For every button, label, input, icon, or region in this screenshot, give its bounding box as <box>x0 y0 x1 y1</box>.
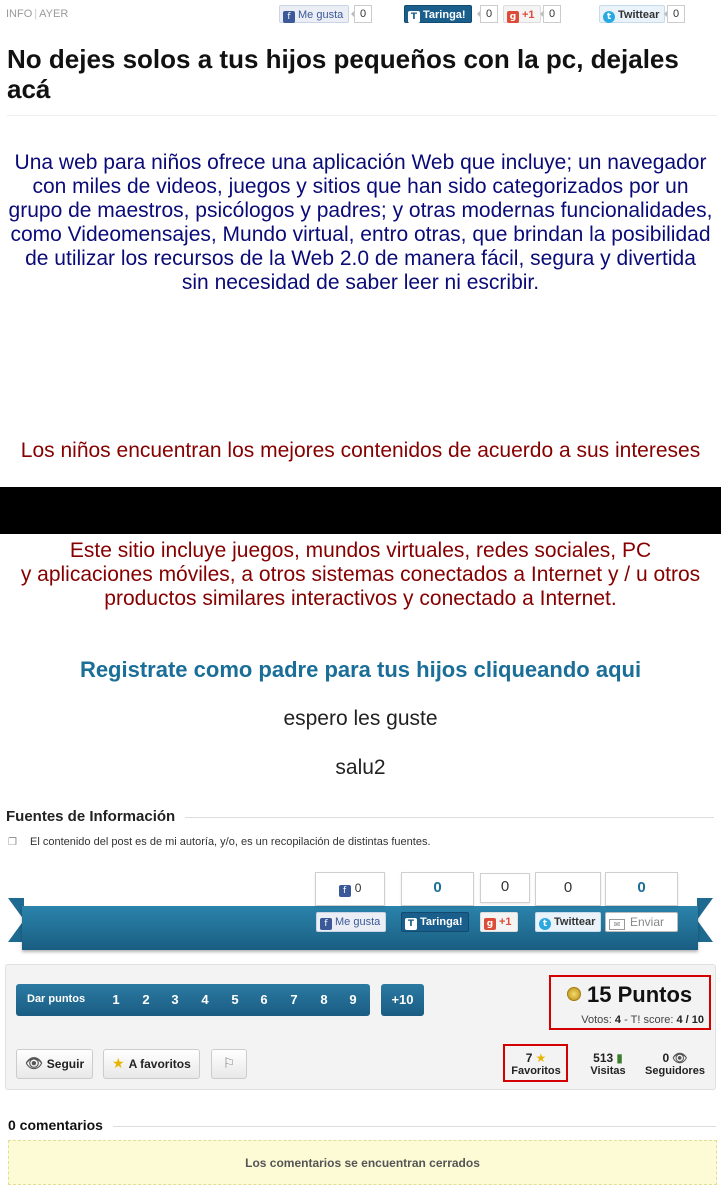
register-link[interactable]: Registrate como padre para tus hijos cliqueando aqui <box>79 657 642 682</box>
points-total: 15 Puntos <box>587 982 693 1007</box>
points-option-7[interactable]: 7 <box>290 992 298 1007</box>
twitter-bird-icon: t <box>603 11 615 23</box>
description-line: productos similares interactivos y conectado a Internet. <box>104 587 617 610</box>
envelope-icon: ✉ <box>609 919 625 930</box>
google-plus-icon: g <box>484 918 496 930</box>
closing-text: espero les guste <box>283 707 438 730</box>
ribbon-taringa-button[interactable] <box>401 912 469 932</box>
points-summary <box>549 975 711 1030</box>
star-icon: ★ <box>112 1056 125 1072</box>
taringa-icon: T <box>408 11 420 23</box>
post-title: No dejes solos a tus hijos pequeños con la pc, dejales acá <box>7 44 679 104</box>
visits-count: 513 <box>593 1051 614 1065</box>
favorites-count: 7 <box>525 1051 533 1065</box>
give-points-bar <box>16 984 370 1016</box>
follow-button[interactable] <box>16 1049 93 1079</box>
comments-title: 0 comentarios <box>8 1117 113 1133</box>
gplus-button[interactable] <box>503 5 541 23</box>
twitter-count-bubble: 0 <box>535 872 601 906</box>
twitter-tweet-label: Twittear <box>618 9 660 21</box>
ribbon-gplus-button[interactable] <box>480 912 518 932</box>
twitter-tweet-count: 0 <box>667 5 685 23</box>
report-button[interactable] <box>211 1049 247 1079</box>
facebook-icon: f <box>339 885 351 897</box>
signoff-text: salu2 <box>335 756 386 779</box>
visits-label: Visitas <box>590 1065 626 1077</box>
twitter-bird-icon: t <box>539 918 551 930</box>
intro-line: grupo de maestros, psicólogos y padres; y otras modernas funcionalidades, <box>8 199 713 222</box>
points-option-2[interactable]: 2 <box>142 992 150 1007</box>
twitter-tweet-button[interactable] <box>599 5 665 23</box>
give-points-label: Dar puntos <box>27 993 86 1005</box>
star-icon: ★ <box>535 1051 547 1065</box>
google-plus-icon: g <box>507 11 519 23</box>
post-highlight: Los niños encuentran los mejores contenidos de acuerdo a sus intereses <box>20 439 701 462</box>
points-option-3[interactable]: 3 <box>171 992 179 1007</box>
taringa-share-label: Taringa! <box>423 9 466 21</box>
follow-label: Seguir <box>46 1057 85 1071</box>
intro-line: Una web para niños ofrece una aplicación Web que incluye; un navegador <box>14 151 707 174</box>
facebook-icon: f <box>320 918 332 930</box>
ribbon-facebook-label: Me gusta <box>335 916 381 928</box>
sources-title: Fuentes de Información <box>6 808 185 825</box>
taringa-share-button[interactable] <box>404 5 472 23</box>
taringa-icon: T <box>405 918 417 930</box>
description-line: y aplicaciones móviles, a otros sistemas conectados a Internet y / u otros <box>20 563 701 586</box>
facebook-count-bubble <box>315 872 385 906</box>
document-icon: ❐ <box>8 837 17 848</box>
title-divider <box>7 115 717 116</box>
facebook-share-count: 0 <box>354 881 362 895</box>
votes-label: Votos: <box>581 1014 612 1026</box>
ribbon-tail-right <box>697 898 713 942</box>
points-option-6[interactable]: 6 <box>260 992 268 1007</box>
favorites-label: Favoritos <box>511 1065 561 1077</box>
post-date: AYER <box>39 8 69 20</box>
ribbon-facebook-like-button[interactable] <box>316 912 386 932</box>
gplus-count: 0 <box>543 5 561 23</box>
breadcrumb-separator: | <box>34 8 38 20</box>
points-option-1[interactable]: 1 <box>112 992 120 1007</box>
breadcrumb <box>6 8 68 20</box>
facebook-icon: f <box>283 11 295 23</box>
gplus-label: +1 <box>522 9 535 21</box>
send-button[interactable] <box>605 912 678 932</box>
intro-line: como Videomensajes, Mundo virtual, entro otras, que brindan la posibilidad <box>10 223 711 246</box>
taringa-count-bubble: 0 <box>401 872 474 906</box>
ribbon-taringa-label: Taringa! <box>420 916 463 928</box>
votes-count: 4 <box>614 1014 622 1026</box>
votes-summary <box>581 1014 704 1026</box>
give-10-points-button[interactable]: +10 <box>381 984 424 1016</box>
points-option-5[interactable]: 5 <box>231 992 239 1007</box>
top-share-bar <box>0 0 721 30</box>
sources-text: El contenido del post es de mi autoría, y/o, es un recopilación de distintas fuentes. <box>30 836 431 848</box>
points-option-8[interactable]: 8 <box>320 992 328 1007</box>
intro-line: con miles de videos, juegos y sitios que han sido categorizados por un <box>32 175 689 198</box>
coin-icon <box>567 987 581 1001</box>
post-intro <box>0 151 721 295</box>
visits-stat <box>578 1051 638 1077</box>
followers-label: Seguidores <box>645 1065 705 1077</box>
facebook-like-button[interactable] <box>279 5 349 23</box>
post-description <box>0 539 721 611</box>
category-link[interactable]: INFO <box>6 8 33 20</box>
followers-stat <box>642 1051 708 1077</box>
favorites-stat <box>506 1051 566 1077</box>
gplus-count-bubble: 0 <box>480 873 530 903</box>
ribbon-gplus-label: +1 <box>499 916 512 928</box>
add-favorite-label: A favoritos <box>128 1057 191 1071</box>
score-value: 4 / 10 <box>676 1014 704 1026</box>
comments-closed-notice: Los comentarios se encuentran cerrados <box>8 1140 717 1185</box>
ribbon-twitter-label: Twittear <box>554 916 596 928</box>
intro-line: sin necesidad de saber leer ni escribir. <box>181 271 540 294</box>
send-count-bubble: 0 <box>605 872 678 906</box>
add-favorite-button[interactable] <box>103 1049 200 1079</box>
description-line: Este sitio incluye juegos, mundos virtuales, redes sociales, PC <box>69 539 652 562</box>
sources-text-row <box>8 836 431 848</box>
send-label: Enviar <box>630 915 665 929</box>
points-option-9[interactable]: 9 <box>349 992 357 1007</box>
eye-icon: 👁 <box>672 1051 688 1065</box>
points-option-4[interactable]: 4 <box>201 992 209 1007</box>
facebook-like-label: Me gusta <box>298 9 344 21</box>
bar-chart-icon: ▮ <box>616 1051 623 1065</box>
taringa-share-count: 0 <box>480 5 498 23</box>
embedded-image <box>0 487 721 534</box>
ribbon-twitter-button[interactable] <box>535 912 601 932</box>
facebook-like-count: 0 <box>354 5 372 23</box>
intro-line: de utilizar los recursos de la Web 2.0 de manera fácil, segura y divertida <box>25 247 696 270</box>
followers-count: 0 <box>662 1051 670 1065</box>
flag-icon: ⚐ <box>222 1056 236 1072</box>
eye-icon: 👁 <box>25 1056 43 1072</box>
comments-divider <box>8 1126 716 1127</box>
score-label: - T! score: <box>624 1014 674 1026</box>
